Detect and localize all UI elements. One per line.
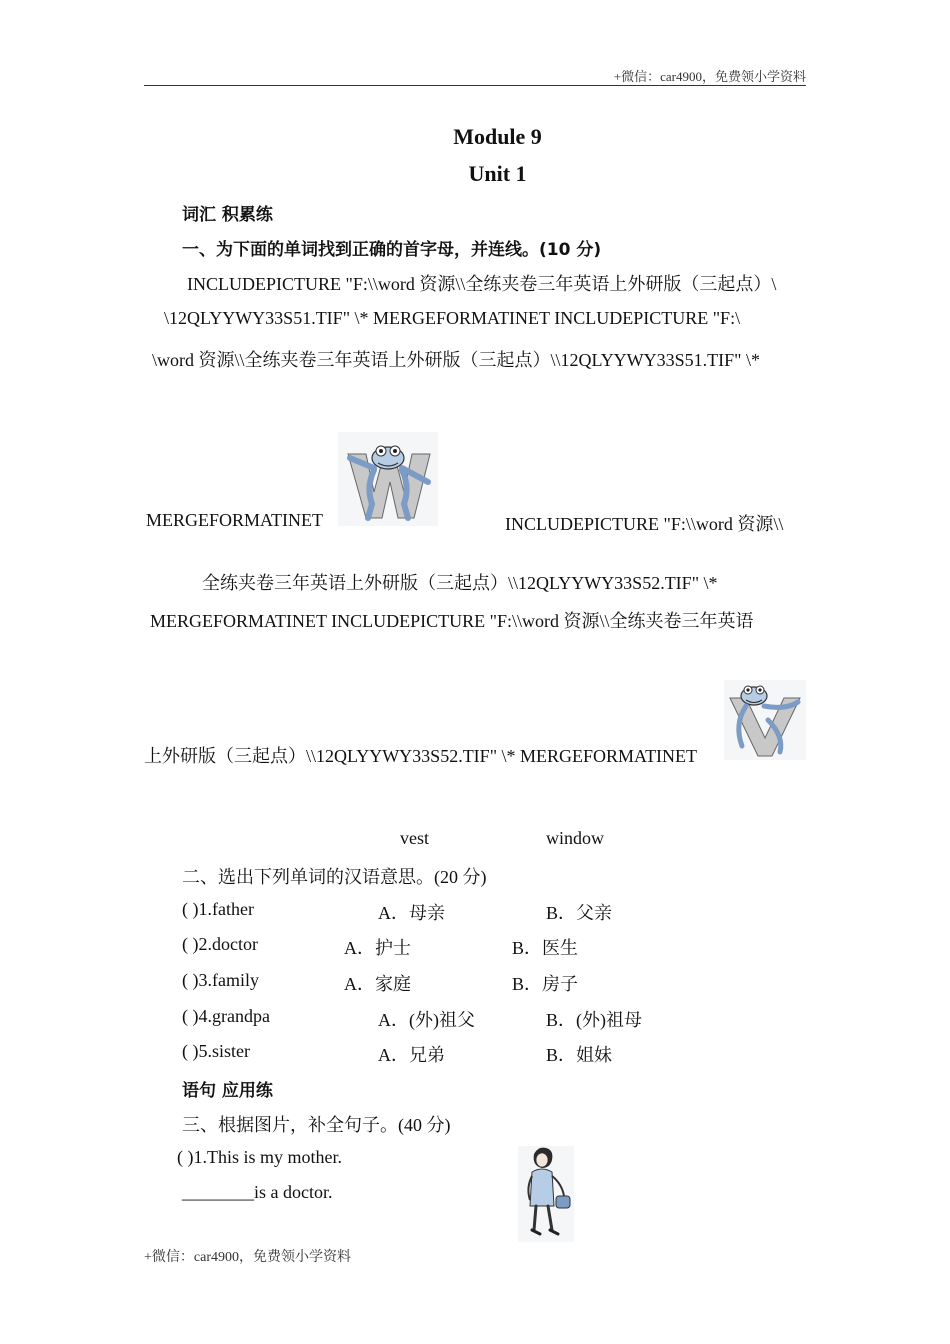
part2-item-5-option-a: A．兄弟	[378, 1045, 445, 1065]
part2-item-4-option-b: B．(外)祖母	[546, 1010, 642, 1030]
page-header-text: +微信：car4900，免费领小学资料	[613, 69, 806, 84]
part2-item-2-option-a: A．护士	[344, 938, 411, 958]
part1-line-1: INCLUDEPICTURE "F:\\word 资源\\全练夹卷三年英语上外研版（三起点）\	[187, 274, 777, 294]
part2-item-5-option-b: B．姐妹	[546, 1045, 613, 1065]
part2-item-3-option-a: A．家庭	[344, 974, 411, 994]
module-title: Module 9	[453, 124, 542, 149]
part1-line-6: 全练夹卷三年英语上外研版（三起点）\\12QLYYWY33S52.TIF" \*	[202, 573, 718, 593]
part3-question-1: ( )1.This is my mother.	[177, 1147, 342, 1167]
vocab-heading: 词汇 积累练	[182, 205, 273, 225]
part2-item-1-question: ( )1.father	[182, 899, 254, 919]
word-vest: vest	[400, 828, 429, 848]
part2-item-3-question: ( )3.family	[182, 970, 259, 990]
part2-item-1-option-a: A．母亲	[378, 903, 445, 923]
part1-line-2: \12QLYYWY33S51.TIF" \* MERGEFORMATINET INCLUDEPICTURE "F:\	[164, 308, 741, 328]
page-footer-text: +微信：car4900，免费领小学资料	[144, 1250, 351, 1265]
part1-line-8: 上外研版（三起点）\\12QLYYWY33S52.TIF" \* MERGEFORMATINET	[144, 746, 698, 766]
part3-heading: 三、根据图片，补全句子。(40 分)	[182, 1115, 451, 1135]
part1-line-5: INCLUDEPICTURE "F:\\word 资源\\	[505, 514, 784, 534]
part2-item-3-option-b: B．房子	[512, 974, 579, 994]
part2-item-4-option-a: A．(外)祖父	[378, 1010, 475, 1030]
unit-title: Unit 1	[468, 161, 527, 186]
part2-item-2-option-b: B．医生	[512, 938, 579, 958]
part2-item-4-question: ( )4.grandpa	[182, 1006, 270, 1026]
word-window: window	[546, 828, 604, 848]
part2-item-1-option-b: B．父亲	[546, 903, 613, 923]
part1-heading: 一、为下面的单词找到正确的首字母，并连线。(10 分)	[182, 240, 602, 260]
part1-line-3: \word 资源\\全练夹卷三年英语上外研版（三起点）\\12QLYYWY33S51.TIF" \*	[152, 350, 761, 370]
sentence-heading: 语句 应用练	[182, 1081, 273, 1101]
part2-item-2-question: ( )2.doctor	[182, 934, 258, 954]
part3-question-1-blank: ________is a doctor.	[182, 1182, 333, 1202]
part2-heading: 二、选出下列单词的汉语意思。(20 分)	[182, 867, 487, 887]
part1-line-4: MERGEFORMATINET	[146, 510, 324, 530]
frog-letter-w-icon	[338, 432, 438, 526]
part1-line-7: MERGEFORMATINET INCLUDEPICTURE "F:\\word 资源\\全练夹卷三年英语	[150, 611, 754, 631]
header-rule	[144, 85, 806, 86]
part2-item-5-question: ( )5.sister	[182, 1041, 250, 1061]
doctor-mother-icon	[518, 1146, 574, 1242]
frog-letter-v-icon	[724, 680, 806, 760]
